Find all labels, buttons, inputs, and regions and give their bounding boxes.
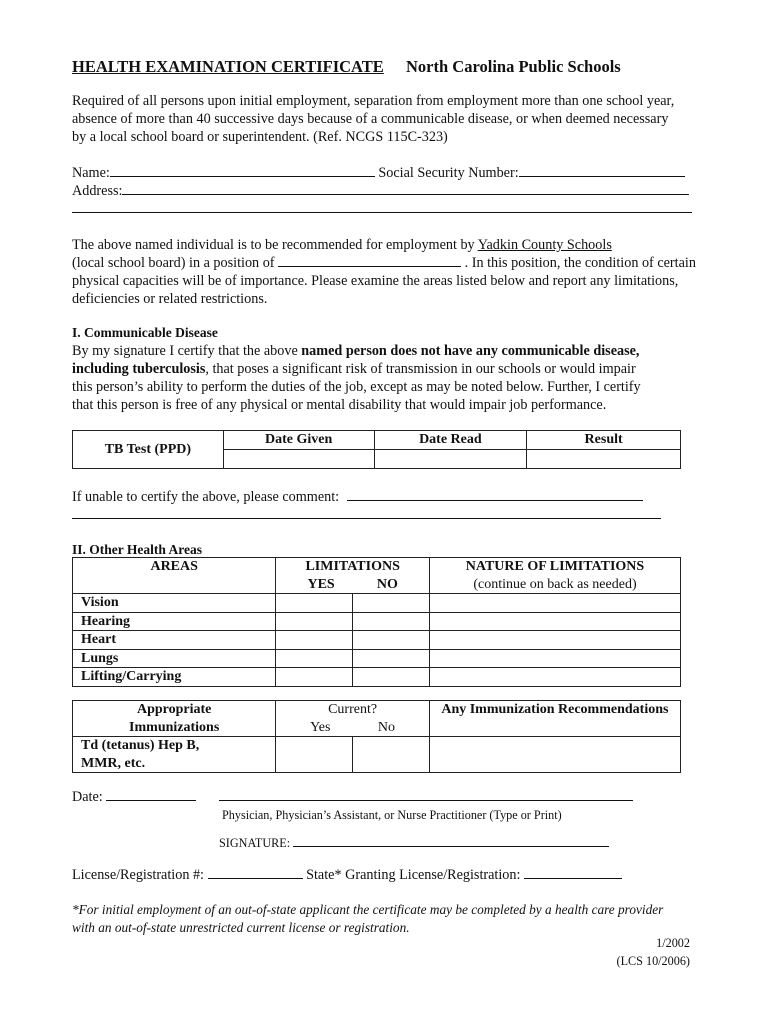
physician-name-field[interactable] bbox=[219, 788, 633, 801]
state-label: State* Granting License/Registration: bbox=[306, 867, 521, 883]
current-label: Current? bbox=[328, 702, 378, 717]
recommendation-line: . In this position, the condition of certain bbox=[464, 255, 696, 271]
nature-label: NATURE OF LIMITATIONS bbox=[465, 559, 645, 574]
comment-field-line2[interactable] bbox=[72, 506, 661, 519]
area-heart: Heart bbox=[73, 631, 276, 650]
recommendation-line: physical capacities will be of importance. Please examine the areas listed below and report any limitations, bbox=[72, 273, 679, 289]
recommendation-line: (local school board) in a position of bbox=[72, 255, 275, 271]
comment-row bbox=[72, 488, 643, 506]
signature-field[interactable] bbox=[293, 836, 609, 847]
health-areas-table bbox=[72, 557, 681, 687]
lungs-no-cell[interactable] bbox=[353, 649, 430, 668]
ssn-field[interactable] bbox=[519, 164, 685, 177]
name-field[interactable] bbox=[110, 164, 375, 177]
vision-no-cell[interactable] bbox=[353, 594, 430, 613]
lifting-nature-cell[interactable] bbox=[429, 668, 680, 687]
header bbox=[72, 58, 621, 76]
lungs-nature-cell[interactable] bbox=[429, 649, 680, 668]
footnote-line: with an out-of-state unrestricted current license or registration. bbox=[72, 920, 410, 935]
ssn-label: Social Security Number: bbox=[378, 165, 519, 181]
recommendation-line: The above named individual is to be recommended for employment by bbox=[72, 237, 475, 253]
comment-label: If unable to certify the above, please comment: bbox=[72, 489, 340, 505]
certify-text: , that poses a significant risk of transmission in our schools or would impair bbox=[205, 361, 636, 377]
immunization-item-line: MMR, etc. bbox=[81, 755, 146, 771]
address-label: Address: bbox=[72, 183, 123, 199]
footnote bbox=[72, 901, 732, 937]
revision-info bbox=[617, 934, 690, 970]
date-label: Date: bbox=[72, 789, 103, 805]
address-field[interactable] bbox=[122, 182, 689, 195]
area-vision: Vision bbox=[73, 594, 276, 613]
tb-result-cell[interactable] bbox=[527, 450, 681, 469]
immunization-yes-cell[interactable] bbox=[276, 737, 353, 773]
heart-nature-cell[interactable] bbox=[429, 631, 680, 650]
tb-date-read-cell[interactable] bbox=[374, 450, 527, 469]
certify-text: By my signature I certify that the above bbox=[72, 343, 302, 359]
immunization-header-line: Appropriate bbox=[136, 702, 212, 717]
vision-nature-cell[interactable] bbox=[429, 594, 680, 613]
area-lifting: Lifting/Carrying bbox=[73, 668, 276, 687]
date-field[interactable] bbox=[106, 788, 196, 801]
immunization-item bbox=[73, 737, 276, 773]
nature-sub-label: (continue on back as needed) bbox=[473, 576, 637, 592]
limitations-label: LIMITATIONS bbox=[305, 559, 400, 574]
form-title: HEALTH EXAMINATION CERTIFICATE bbox=[72, 57, 384, 76]
section-heading: I. Communicable Disease bbox=[72, 325, 218, 340]
current-header bbox=[276, 701, 429, 737]
recommendation-paragraph bbox=[72, 236, 732, 308]
intro-line: Required of all persons upon initial employment, separation from employment more than one school year, bbox=[72, 93, 675, 109]
license-field[interactable] bbox=[208, 866, 303, 879]
hearing-yes-cell[interactable] bbox=[276, 612, 353, 631]
hearing-no-cell[interactable] bbox=[353, 612, 430, 631]
tb-test-table bbox=[72, 430, 681, 469]
address-field-line2[interactable] bbox=[72, 200, 692, 213]
lifting-no-cell[interactable] bbox=[353, 668, 430, 687]
recommendations-header: Any Immunization Recommendations bbox=[429, 701, 680, 737]
comment-field[interactable] bbox=[347, 488, 643, 501]
tb-header-result: Result bbox=[527, 431, 681, 450]
immunization-item-line: Td (tetanus) Hep B, bbox=[81, 738, 200, 753]
tb-header-date-given: Date Given bbox=[223, 431, 374, 450]
hearing-nature-cell[interactable] bbox=[429, 612, 680, 631]
section-heading: II. Other Health Areas bbox=[72, 542, 202, 557]
tb-date-given-cell[interactable] bbox=[223, 450, 374, 469]
recommendation-line: deficiencies or related restrictions. bbox=[72, 291, 268, 307]
lifting-yes-cell[interactable] bbox=[276, 668, 353, 687]
section-communicable-disease bbox=[72, 324, 732, 414]
limitations-header bbox=[276, 558, 430, 594]
name-label: Name: bbox=[72, 165, 110, 181]
nature-header bbox=[429, 558, 680, 594]
organization-name: North Carolina Public Schools bbox=[406, 57, 621, 76]
comment-row-2 bbox=[72, 506, 661, 524]
area-lungs: Lungs bbox=[73, 649, 276, 668]
license-label: License/Registration #: bbox=[72, 867, 204, 883]
intro-line: by a local school board or superintendent. (Ref. NCGS 115C-323) bbox=[72, 129, 448, 145]
intro-line: absence of more than 40 successive days because of a communicable disease, or when deemed necessary bbox=[72, 111, 669, 127]
immunization-no-cell[interactable] bbox=[353, 737, 430, 773]
revision-lcs: (LCS 10/2006) bbox=[616, 954, 690, 968]
heart-yes-cell[interactable] bbox=[276, 631, 353, 650]
employer-name: Yadkin County Schools bbox=[477, 237, 612, 253]
footnote-line: *For initial employment of an out-of-state applicant the certificate may be completed by a health care provider bbox=[72, 902, 664, 917]
intro-paragraph bbox=[72, 92, 732, 146]
yes-label: YES bbox=[307, 576, 335, 592]
immunization-header bbox=[73, 701, 276, 737]
certify-text: this person’s ability to perform the duties of the job, except as may be noted below. Further, I certify bbox=[72, 379, 641, 395]
tb-test-label: TB Test (PPD) bbox=[73, 431, 224, 469]
certify-bold-text: named person does not have any communicable disease, bbox=[301, 343, 640, 359]
position-field[interactable] bbox=[278, 254, 461, 267]
no-label: NO bbox=[376, 576, 398, 592]
state-field[interactable] bbox=[524, 866, 622, 879]
signature-row bbox=[219, 834, 609, 852]
address-row-2 bbox=[72, 200, 692, 218]
tb-header-date-read: Date Read bbox=[374, 431, 527, 450]
no-label: No bbox=[377, 719, 396, 735]
signature-label: SIGNATURE: bbox=[219, 836, 291, 850]
immunization-recommend-cell[interactable] bbox=[429, 737, 680, 773]
immunization-table bbox=[72, 700, 681, 773]
name-row bbox=[72, 164, 685, 182]
address-row bbox=[72, 182, 689, 200]
certify-text: that this person is free of any physical or mental disability that would impair job performance. bbox=[72, 397, 607, 413]
certify-bold-text: including tuberculosis bbox=[72, 361, 206, 377]
areas-header: AREAS bbox=[73, 558, 276, 594]
date-row bbox=[72, 788, 196, 806]
license-row bbox=[72, 866, 622, 884]
lungs-yes-cell[interactable] bbox=[276, 649, 353, 668]
vision-yes-cell[interactable] bbox=[276, 594, 353, 613]
yes-label: Yes bbox=[310, 719, 331, 735]
physician-label: Physician, Physician’s Assistant, or Nurse Practitioner (Type or Print) bbox=[222, 808, 562, 822]
heart-no-cell[interactable] bbox=[353, 631, 430, 650]
immunization-header-line: Immunizations bbox=[129, 719, 220, 735]
revision-date: 1/2002 bbox=[656, 936, 690, 950]
physician-name-row bbox=[219, 788, 633, 806]
area-hearing: Hearing bbox=[73, 612, 276, 631]
